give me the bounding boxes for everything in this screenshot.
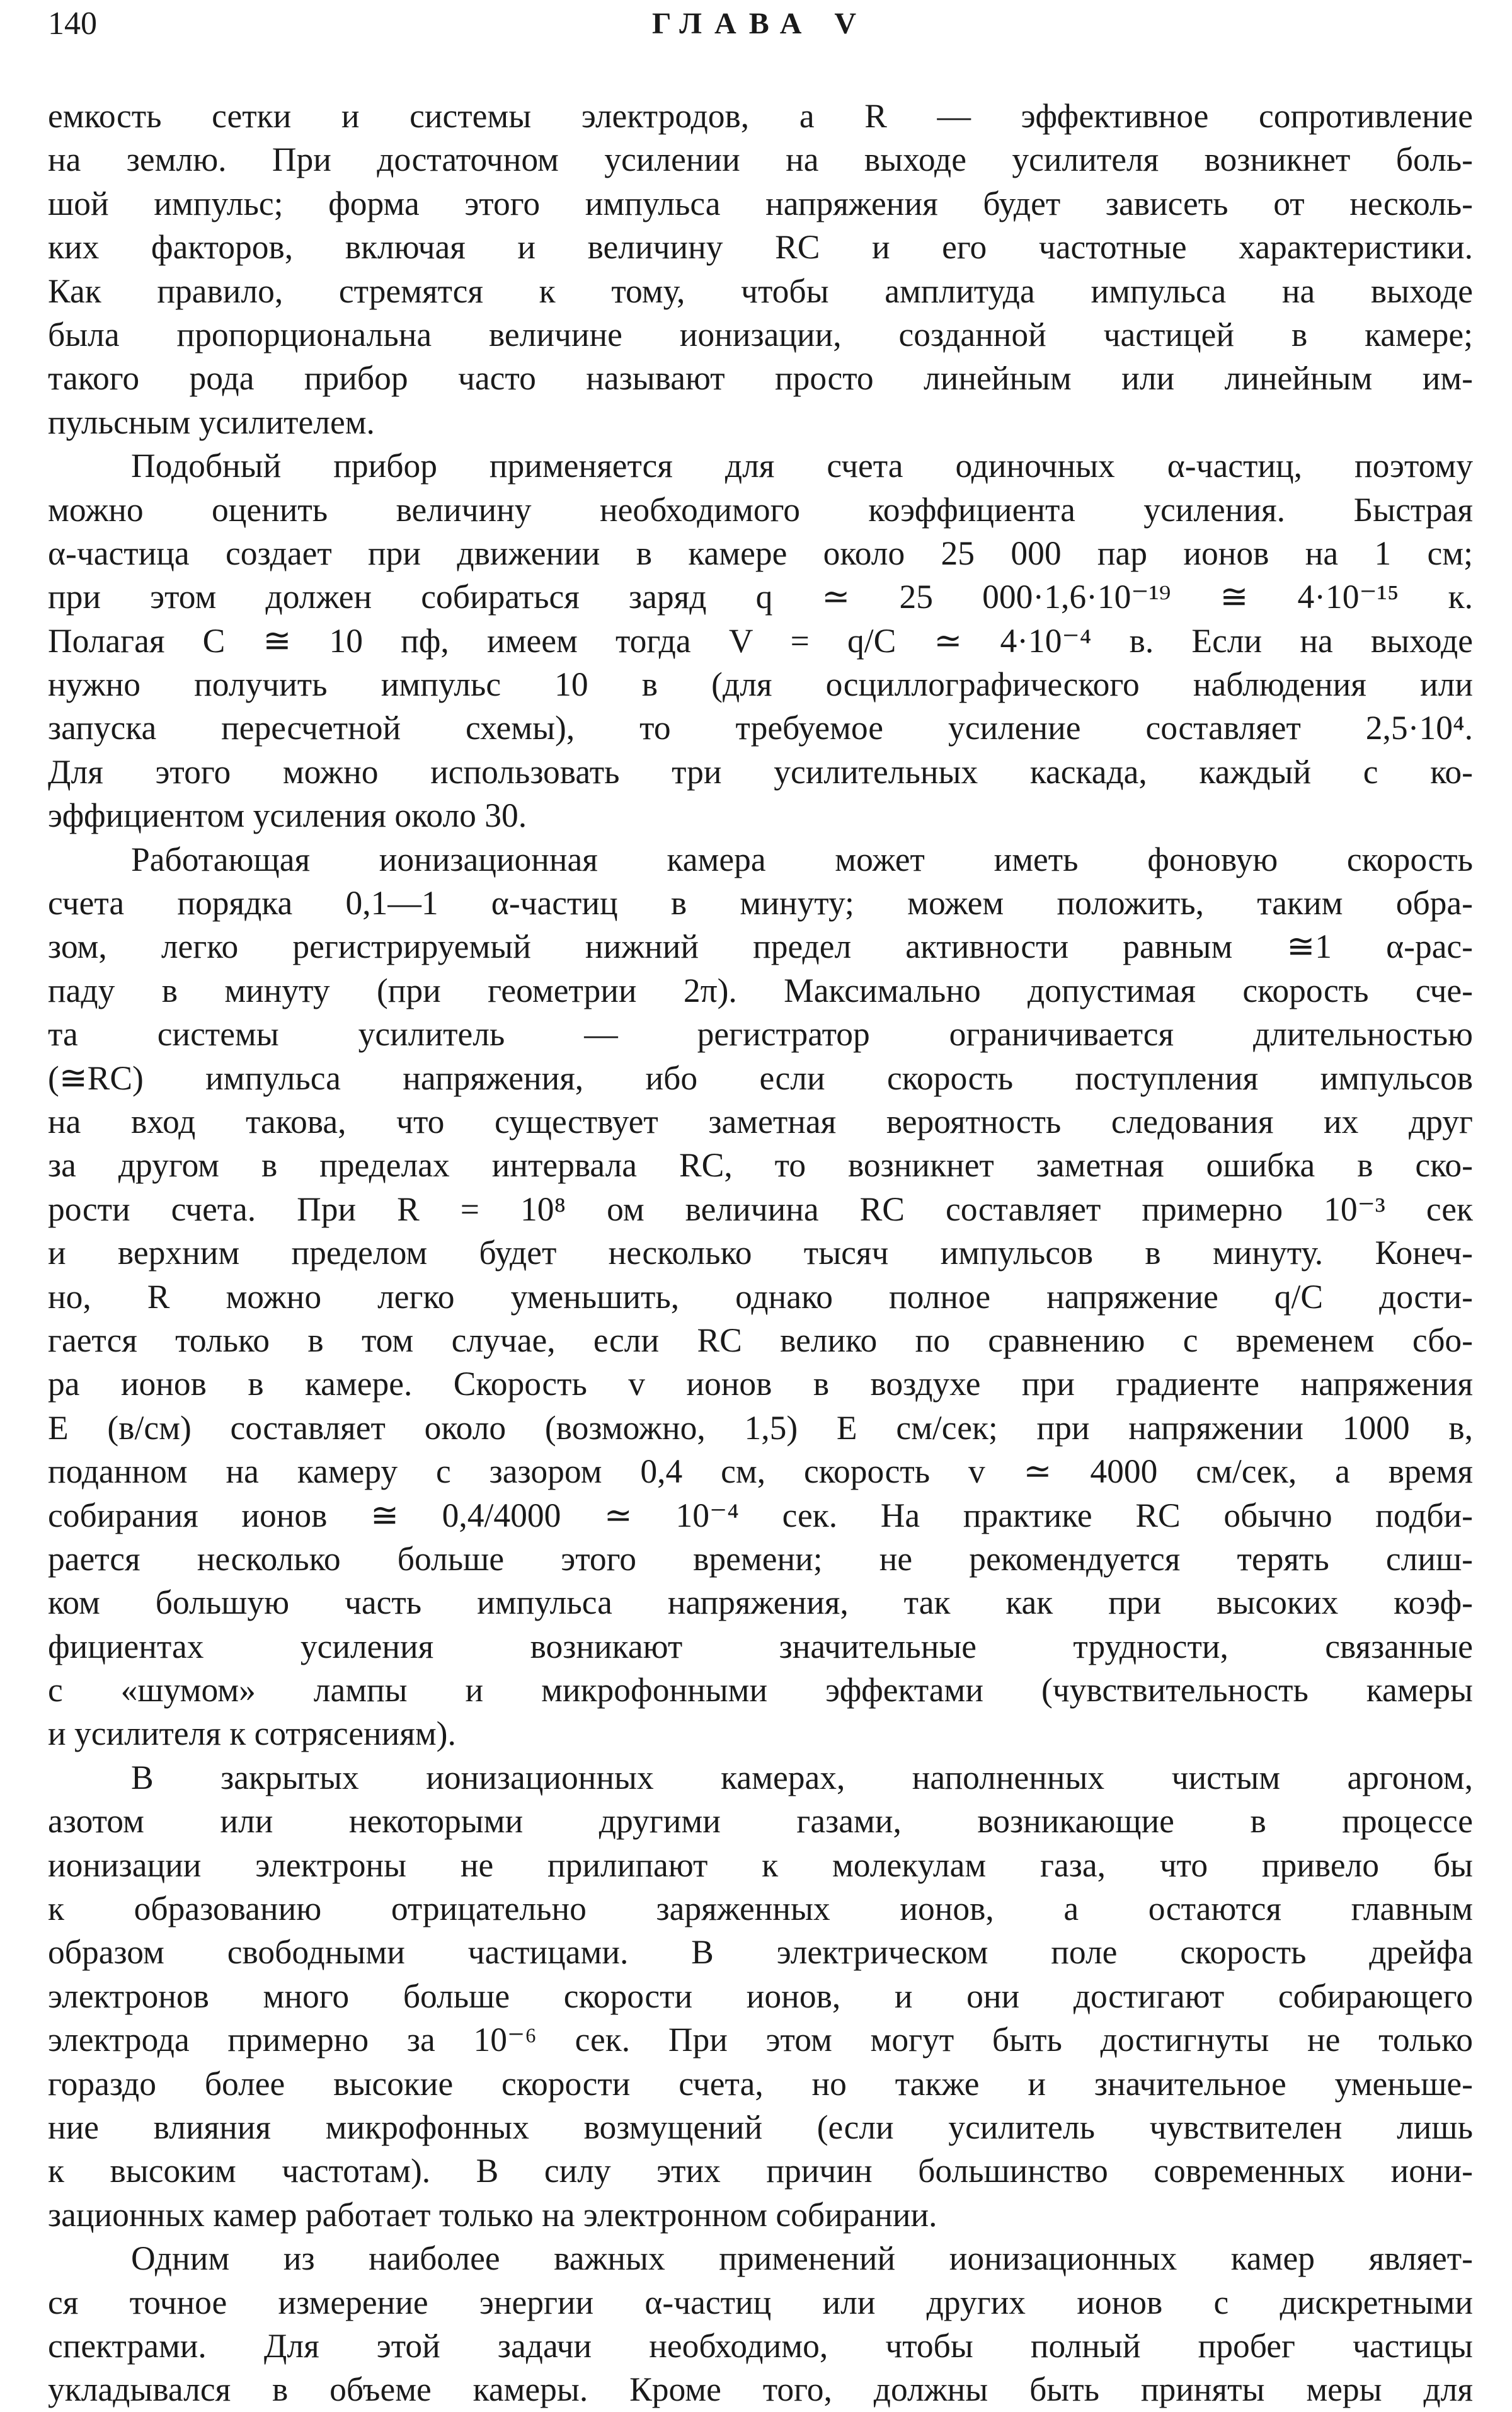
text-line: электрода примерно за 10⁻⁶ сек. При этом могут быть достигнуты не только [48, 2021, 1473, 2059]
text-line: рости счета. При R = 10⁸ ом величина RC составляет примерно 10⁻³ сек [48, 1190, 1473, 1228]
page-body [48, 95, 1473, 2412]
text-line: Полагая C ≅ 10 пф, имеем тогда V = q/C ≃ 4·10⁻⁴ в. Если на выходе [48, 621, 1473, 660]
text-line: рается несколько больше этого времени; не рекомендуется терять слиш- [48, 1539, 1473, 1578]
text-line: E (в/см) составляет около (возможно, 1,5) E см/сек; при напряжении 1000 в, [48, 1408, 1473, 1447]
text-line: ионизации электроны не прилипают к молекулам газа, что привело бы [48, 1846, 1473, 1884]
paragraph [48, 444, 1473, 838]
text-line: зационных камер работает только на электронном собирании. [48, 2195, 937, 2234]
text-line: к образованию отрицательно заряженных ионов, а остаются главным [48, 1890, 1473, 1928]
text-line: пульсным усилителем. [48, 403, 375, 441]
text-line: ком большую часть импульса напряжения, так как при высоких коэф- [48, 1583, 1473, 1622]
text-line: с «шумом» лампы и микрофонными эффектами (чувствительность камеры [48, 1671, 1473, 1709]
text-line: Как правило, стремятся к тому, чтобы амплитуда импульса на выходе [48, 272, 1473, 310]
paragraph [48, 838, 1473, 1756]
text-line: и верхним пределом будет несколько тысяч импульсов в минуту. Конеч- [48, 1234, 1473, 1272]
text-line: спектрами. Для этой задачи необходимо, чтобы полный пробег частицы [48, 2326, 1473, 2365]
text-line: нужно получить импульс 10 в (для осциллографического наблюдения или [48, 665, 1473, 704]
text-line: к высоким частотам). В силу этих причин большинство современных иони- [48, 2152, 1473, 2190]
text-line: на землю. При достаточном усилении на выходе усилителя возникнет боль- [48, 141, 1473, 179]
text-line: паду в минуту (при геометрии 2π). Максимально допустимая скорость сче- [48, 971, 1473, 1009]
text-line: электронов много больше скорости ионов, и они достигают собирающего [48, 1977, 1473, 2015]
text-line: на вход такова, что существует заметная вероятность следования их друг [48, 1102, 1473, 1140]
text-line: эффициентом усиления около 30. [48, 796, 527, 835]
text-line: В закрытых ионизационных камерах, наполненных чистым аргоном, [131, 1758, 1473, 1796]
text-line: емкость сетки и системы электродов, а R — эффективное сопротивление [48, 97, 1473, 135]
text-line: собирания ионов ≅ 0,4/4000 ≃ 10⁻⁴ сек. На практике RC обычно подби- [48, 1496, 1473, 1534]
text-line: фициентах усиления возникают значительные трудности, связанные [48, 1627, 1473, 1665]
paragraph [48, 95, 1473, 444]
paragraph [48, 1756, 1473, 2237]
text-line: при этом должен собираться заряд q ≃ 25 000·1,6·10⁻¹⁹ ≅ 4·10⁻¹⁵ к. [48, 578, 1473, 616]
text-line: та системы усилитель — регистратор ограничивается длительностью [48, 1015, 1473, 1054]
text-line: Одним из наиболее важных применений ионизационных камер являет- [131, 2239, 1473, 2278]
text-line: такого рода прибор часто называют просто линейным или линейным им- [48, 359, 1473, 398]
text-line: гается только в том случае, если RC велико по сравнению с временем сбо- [48, 1321, 1473, 1359]
text-line: гораздо более высокие скорости счета, но также и значительное уменьше- [48, 2064, 1473, 2103]
text-line: ние влияния микрофонных возмущений (если усилитель чувствителен лишь [48, 2108, 1473, 2146]
text-line: но, R можно легко уменьшить, однако полное напряжение q/C дости- [48, 1277, 1473, 1316]
text-line: ких факторов, включая и величину RC и его частотные характеристики. [48, 228, 1473, 267]
text-line: можно оценить величину необходимого коэффициента усиления. Быстрая [48, 490, 1473, 529]
chapter-running-head: ГЛАВА V [651, 7, 869, 40]
page-header [48, 4, 1473, 44]
text-line: ся точное измерение энергии α-частиц или других ионов с дискретными [48, 2283, 1473, 2321]
text-line: была пропорциональна величине ионизации, созданной частицей в камере; [48, 315, 1473, 353]
text-line: Для этого можно использовать три усилительных каскада, каждый с ко- [48, 752, 1473, 791]
text-line: счета порядка 0,1—1 α-частиц в минуту; можем положить, таким обра- [48, 884, 1473, 922]
text-line: ра ионов в камере. Скорость v ионов в воздухе при градиенте напряжения [48, 1365, 1473, 1403]
text-line: запуска пересчетной схемы), то требуемое усиление составляет 2,5·10⁴. [48, 709, 1473, 747]
text-line: зом, легко регистрируемый нижний предел активности равным ≅1 α-рас- [48, 927, 1473, 966]
text-line: азотом или некоторыми другими газами, возникающие в процессе [48, 1802, 1473, 1841]
text-line: (≅RC) импульса напряжения, ибо если скорость поступления импульсов [48, 1059, 1473, 1097]
paragraph [48, 2237, 1473, 2412]
text-line: за другом в пределах интервала RC, то возникнет заметная ошибка в ско- [48, 1146, 1473, 1185]
text-line: образом свободными частицами. В электрическом поле скорость дрейфа [48, 1933, 1473, 1972]
text-line: поданном на камеру с зазором 0,4 см, скорость v ≃ 4000 см/сек, а время [48, 1452, 1473, 1491]
text-line: Подобный прибор применяется для счета одиночных α-частиц, поэтому [131, 447, 1473, 485]
text-line: укладывался в объеме камеры. Кроме того, должны быть приняты меры для [48, 2370, 1473, 2409]
text-line: Работающая ионизационная камера может иметь фоновую скорость [131, 840, 1473, 878]
text-line: и усилителя к сотрясениям). [48, 1714, 456, 1753]
page-number: 140 [48, 6, 97, 42]
text-line: α-частица создает при движении в камере около 25 000 пар ионов на 1 см; [48, 534, 1473, 572]
text-line: шой импульс; форма этого импульса напряжения будет зависеть от несколь- [48, 184, 1473, 222]
